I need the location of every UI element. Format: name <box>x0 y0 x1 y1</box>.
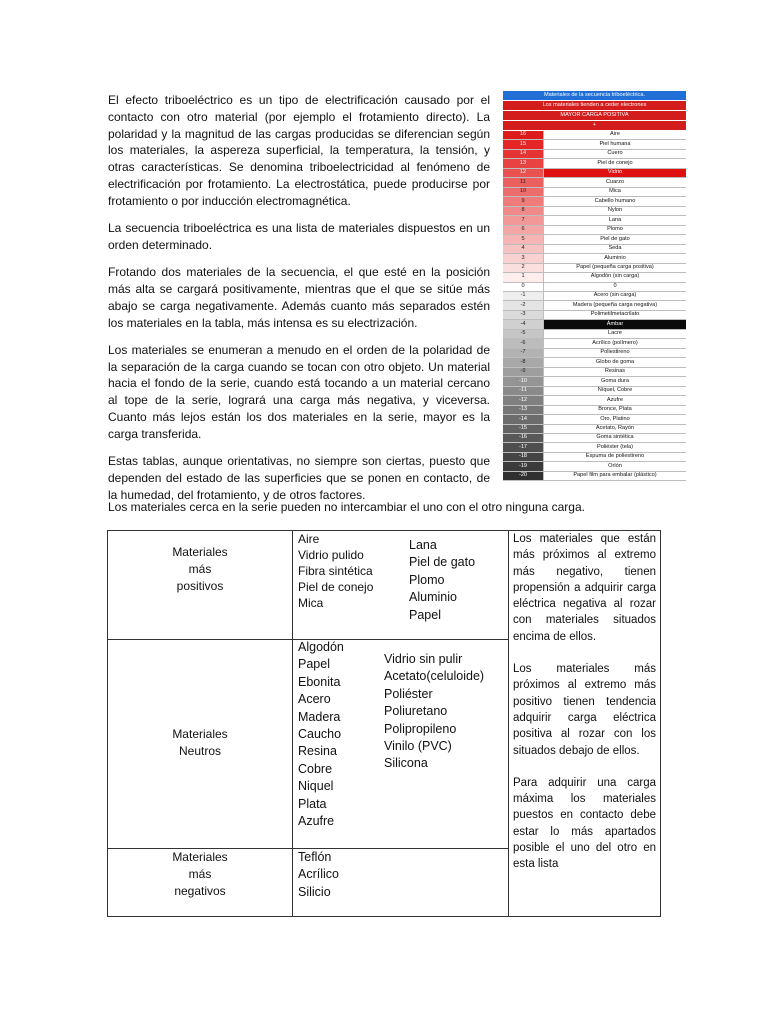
list-item: Teflón <box>298 850 332 864</box>
tribo-row-number: -7 <box>503 349 543 357</box>
list-item: Poliéster <box>384 686 433 701</box>
tribo-row-number: 14 <box>503 150 543 158</box>
paragraph-2: La secuencia triboeléctrica es una lista de materiales dispuestos en un orden determinado. <box>108 221 490 252</box>
tribo-row-material: Papel film para embalar (plástico) <box>543 472 686 480</box>
list-item: Caucho <box>298 727 342 742</box>
tribo-row-material: Ámbar <box>543 320 686 328</box>
neutral-list-2 <box>384 651 484 773</box>
tribo-row-number: 1 <box>503 273 543 281</box>
tribo-row-material: Bronce, Plata <box>543 406 686 414</box>
positive-list-1 <box>298 531 373 611</box>
tribo-row-number: 9 <box>503 197 543 205</box>
tribo-row-number: 11 <box>503 178 543 186</box>
tribo-row-material: Cuarzo <box>543 178 686 186</box>
tribo-row-number: 16 <box>503 131 543 139</box>
notes-column <box>513 531 656 889</box>
list-item: Piel de gato <box>409 555 476 570</box>
tribo-row <box>503 472 686 481</box>
tribo-row <box>503 245 686 254</box>
paragraph-1: El efecto triboeléctrico es un tipo de electrificación causado por el contacto con otro material (por ejemplo el frotamiento directo). La polaridad y la magnitud de las cargas producidas se diferencian según los materiales, la aspereza superficial, la temperatura, la tensión, y otras características. Se denomina triboelectricidad al fenómeno de electrificación por frotamiento. La electrostática, puede producirse por frotamiento o por inducción electromagnética. <box>108 93 490 208</box>
note-negative: Los materiales que están más próximos al extremo más negativo, tienen propensión a adquirir carga eléctrica negativa al rozar con materiales situados encima de ellos. <box>513 533 656 643</box>
tribo-row-number: -2 <box>503 301 543 309</box>
tribo-row-material: Piel de gato <box>543 235 686 243</box>
tribo-row <box>503 311 686 320</box>
tribo-row-material: Plomo <box>543 226 686 234</box>
tribo-row-material: Acero (sin carga) <box>543 292 686 300</box>
tribo-row-number: -19 <box>503 462 543 470</box>
paragraph-3: Frotando dos materiales de la secuencia, el que esté en la posición más alta se cargará positivamente, mientras que el que se sitúe más abajo se carga negativamente. Además cuanto más separados estén los materiales en la tabla, más intensa es su electrización. <box>108 265 490 330</box>
tribo-row <box>503 358 686 367</box>
list-item: Aire <box>298 532 320 546</box>
tribo-row-material: Lacre <box>543 330 686 338</box>
tribo-row-number: -14 <box>503 415 543 423</box>
tribo-row <box>503 216 686 225</box>
list-item: Acrílico <box>298 867 339 882</box>
tribo-row-material: Resinas <box>543 368 686 376</box>
tribo-row-number: -4 <box>503 320 543 328</box>
list-item: Plata <box>298 796 327 811</box>
positive-list-2 <box>409 537 475 624</box>
tribo-row <box>503 235 686 244</box>
tribo-row-number: -13 <box>503 406 543 414</box>
tribo-row-number: -15 <box>503 425 543 433</box>
tribo-row-material: Mica <box>543 188 686 196</box>
tribo-row-material: Lana <box>543 216 686 224</box>
list-item: Acero <box>298 692 331 707</box>
tribo-row-number: -18 <box>503 453 543 461</box>
tribo-row-number: 5 <box>503 235 543 243</box>
paragraph-4: Los materiales se enumeran a menudo en el orden de la polaridad de la separación de la carga cuando se tocan con otro objeto. Un material hacia el fondo de la serie, cuando está tocando a un material cercano al tope de la serie, logrará una carga más negativa, y viceversa. Cuanto más lejos están los dos materiales en la serie, mayor es la carga transferida. <box>108 342 490 441</box>
tribo-row <box>503 368 686 377</box>
tribo-row-material: Nylon <box>543 207 686 215</box>
tribo-row-material: Madera (pequeña carga negativa) <box>543 301 686 309</box>
tribo-row-material: Níquel, Cobre <box>543 387 686 395</box>
list-item: Fibra sintética <box>298 564 373 578</box>
tribo-row-number: 0 <box>503 283 543 291</box>
note-positive: Los materiales más próximos al extremo más positivo tienen tendencia adquirir carga eléctrica positiva al rozar con los situados debajo de ellos. <box>513 663 656 757</box>
tribo-row-material: Poliéster (tela) <box>543 443 686 451</box>
list-item: Silicio <box>298 884 331 899</box>
tribo-row-number: -12 <box>503 396 543 404</box>
tribo-row <box>503 396 686 405</box>
tribo-row <box>503 207 686 216</box>
tribo-row-material: Oro, Platino <box>543 415 686 423</box>
tribo-row-material: Cuero <box>543 150 686 158</box>
tribo-row-number: -8 <box>503 358 543 366</box>
tribo-row <box>503 387 686 396</box>
intro-text <box>108 92 490 514</box>
tribo-row <box>503 254 686 263</box>
list-item: Papel <box>298 657 330 672</box>
tribo-row <box>503 425 686 434</box>
tribo-row-number: -16 <box>503 434 543 442</box>
list-item: Cobre <box>298 761 333 776</box>
tribo-row <box>503 349 686 358</box>
paragraph-5: Estas tablas, aunque orientativas, no siempre son ciertas, puesto que dependen del estado de las superficies que se ponen en contacto, de la humedad, del frotamiento, y de otros factores. <box>108 454 490 502</box>
table-divider <box>508 531 509 916</box>
tribo-row <box>503 188 686 197</box>
list-item: Acetato(celuloide) <box>384 669 485 684</box>
tribo-row-number: -5 <box>503 330 543 338</box>
materials-table <box>107 530 661 917</box>
tribo-row <box>503 131 686 140</box>
tribo-row <box>503 150 686 159</box>
list-item: Mica <box>298 596 324 610</box>
tribo-row-number: -20 <box>503 472 543 480</box>
list-item: Ebonita <box>298 674 341 689</box>
tribo-row-material: Globo de goma <box>543 358 686 366</box>
tribo-row-material: Piel humana <box>543 140 686 148</box>
negative-list <box>298 849 339 901</box>
tribo-row-number: 6 <box>503 226 543 234</box>
tribo-row <box>503 273 686 282</box>
tribo-row-material: Poliestireno <box>543 349 686 357</box>
tribo-row-material: Acetato, Rayón <box>543 425 686 433</box>
tribo-row <box>503 169 686 178</box>
tribo-row-number: 10 <box>503 188 543 196</box>
list-item: Algodón <box>298 640 344 654</box>
tribo-row <box>503 159 686 168</box>
tribo-rows <box>503 131 686 481</box>
tribo-row-number: 15 <box>503 140 543 148</box>
tribo-row-material: Espuma de poliestireno <box>543 453 686 461</box>
tribo-row-number: -3 <box>503 311 543 319</box>
tribo-table-subtitle: Los materiales tienden a ceder electrones <box>503 101 686 111</box>
tribo-row <box>503 283 686 292</box>
list-item: Vidrio pulido <box>298 548 364 562</box>
tribo-row-material: Goma dura <box>543 377 686 385</box>
tribo-row <box>503 292 686 301</box>
tribo-row-number: 8 <box>503 207 543 215</box>
tribo-row <box>503 443 686 452</box>
list-item: Lana <box>409 538 437 552</box>
tribo-row-number: -17 <box>503 443 543 451</box>
tribo-row-material: Goma sintética <box>543 434 686 442</box>
tribo-row-material: Orlón <box>543 462 686 470</box>
list-item: Poliuretano <box>384 704 448 719</box>
tribo-row-material: Aire <box>543 131 686 139</box>
tribo-row <box>503 339 686 348</box>
tribo-row-number: 4 <box>503 245 543 253</box>
tribo-row-number: 13 <box>503 159 543 167</box>
tribo-row-number: -10 <box>503 377 543 385</box>
tribo-row-material: 0 <box>543 283 686 291</box>
tribo-row-material: Seda <box>543 245 686 253</box>
list-item: Vinilo (PVC) <box>384 739 452 754</box>
tribo-row-number: -9 <box>503 368 543 376</box>
list-item: Piel de conejo <box>298 580 374 594</box>
tribo-row <box>503 197 686 206</box>
tribo-row <box>503 406 686 415</box>
note-max-charge: Para adquirir una carga máxima los materiales puestos en contacto debe estar lo más apartados posible el uno del otro en esta lista <box>513 776 656 871</box>
list-item: Aluminio <box>409 590 457 605</box>
tribo-row-material: Cabello humano <box>543 197 686 205</box>
tribo-positive-header: MAYOR CARGA POSITIVA <box>503 111 686 121</box>
neutral-list-1 <box>298 639 344 830</box>
tribo-table-title: Materiales de la secuencia triboeléctrica. <box>503 91 686 101</box>
list-item: Madera <box>298 709 341 724</box>
list-item: Polipropileno <box>384 721 457 736</box>
tribo-positive-sign: + <box>503 121 686 131</box>
tribo-row <box>503 434 686 443</box>
tribo-row-material: Azufre <box>543 396 686 404</box>
list-item: Azufre <box>298 814 335 829</box>
tribo-row-material: Piel de conejo <box>543 159 686 167</box>
tribo-row <box>503 462 686 471</box>
list-item: Vidrio sin pulir <box>384 652 463 666</box>
tribo-row <box>503 140 686 149</box>
list-item: Niquel <box>298 779 334 794</box>
list-item: Resina <box>298 744 337 759</box>
tribo-row <box>503 226 686 235</box>
tribo-row <box>503 301 686 310</box>
tribo-row-number: 7 <box>503 216 543 224</box>
tribo-row-material: Polimetilmetacrilato <box>543 311 686 319</box>
tribo-row <box>503 415 686 424</box>
tribo-row-number: -1 <box>503 292 543 300</box>
tribo-row <box>503 320 686 329</box>
neutral-label: Materiales Neutros <box>172 727 228 758</box>
list-item: Plomo <box>409 572 445 587</box>
tribo-row-number: 3 <box>503 254 543 262</box>
table-divider <box>292 531 293 916</box>
positive-label: Materiales más positivos <box>172 545 228 593</box>
tribo-row <box>503 453 686 462</box>
tribo-row <box>503 330 686 339</box>
tribo-row-material: Papel (pequeña carga positiva) <box>543 264 686 272</box>
list-item: Silicona <box>384 756 428 771</box>
series-note: Los materiales cerca en la serie pueden no intercambiar el uno con el otro ninguna carga. <box>108 500 585 514</box>
triboelectric-series-table <box>503 91 686 481</box>
tribo-row-material: Aluminio <box>543 254 686 262</box>
tribo-row <box>503 264 686 273</box>
tribo-row-number: 2 <box>503 264 543 272</box>
tribo-row-number: 12 <box>503 169 543 177</box>
tribo-row-number: -11 <box>503 387 543 395</box>
tribo-row-material: Algodón (sin carga) <box>543 273 686 281</box>
tribo-row-material: Acrílico (polímero) <box>543 339 686 347</box>
tribo-row-material: Vidrio <box>543 169 686 177</box>
tribo-row-number: -6 <box>503 339 543 347</box>
negative-label: Materiales más negativos <box>172 850 228 898</box>
tribo-row <box>503 178 686 187</box>
tribo-row <box>503 377 686 386</box>
list-item: Papel <box>409 607 441 622</box>
